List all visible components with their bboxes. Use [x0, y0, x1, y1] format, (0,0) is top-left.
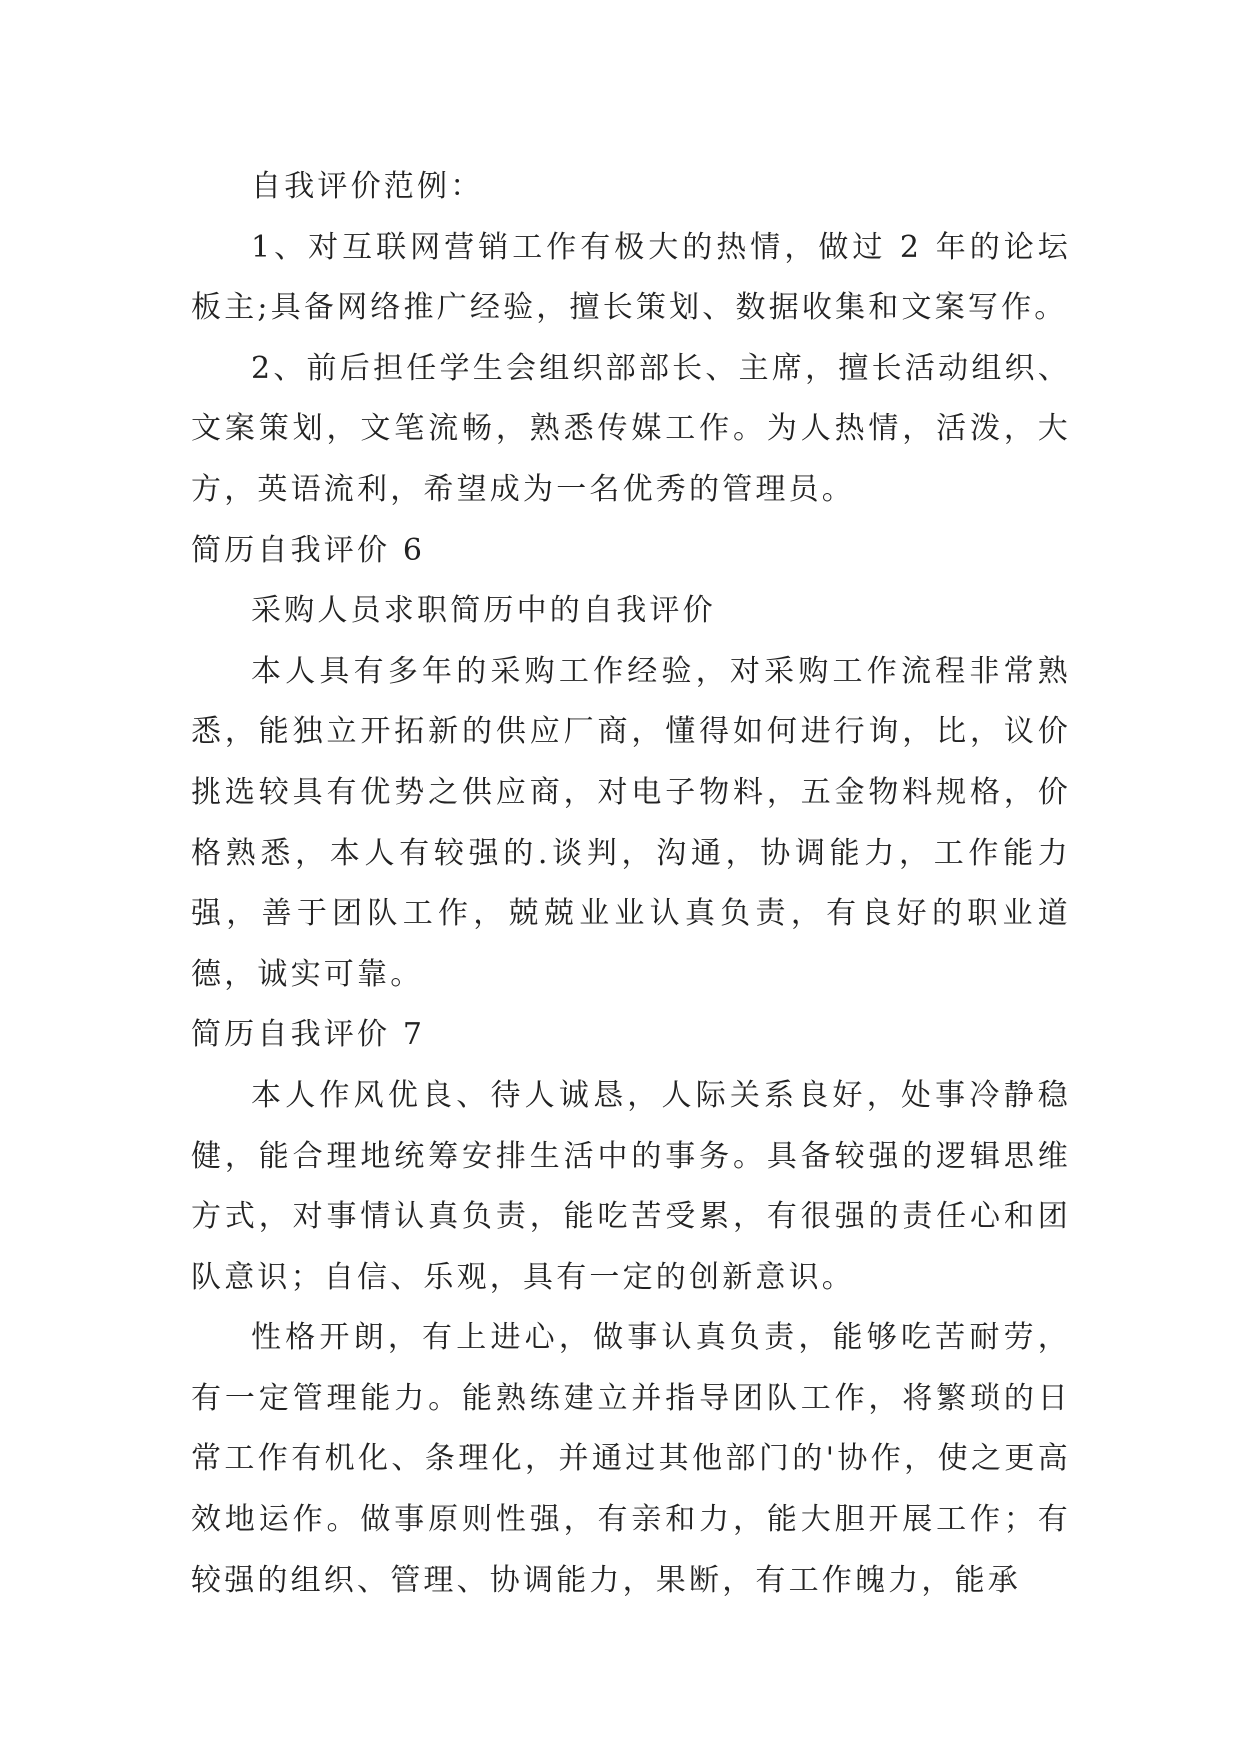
paragraph-purchasing-subtitle: 采购人员求职简历中的自我评价: [251, 593, 716, 629]
section-heading-7: 简历自我评价 7: [191, 1017, 426, 1053]
paragraph-purchasing-body: 本人具有多年的采购工作经验，对采购工作流程非常熟悉，能独立开拓新的供应厂商，懂得如何进行询，比，议价挑选较具有优势之供应商，对电子物料，五金物料规格，价格熟悉，本人有较强的.谈判，沟通，协调能力，工作能力强，善于团队工作，兢兢业业认真负责，有良好的职业道德，诚实可靠。: [191, 653, 1071, 992]
paragraph-section-7-body-1: 本人作风优良、待人诚恳，人际关系良好，处事冷静稳健，能合理地统筹安排生活中的事务。具备较强的逻辑思维方式，对事情认真负责，能吃苦受累，有很强的责任心和团队意识；自信、乐观，具有一定的创新意识。: [191, 1077, 1071, 1295]
paragraph-section-7-body-2: 性格开朗，有上进心，做事认真负责，能够吃苦耐劳，有一定管理能力。能熟练建立并指导团队工作，将繁琐的日常工作有机化、条理化，并通过其他部门的'协作，使之更高效地运作。做事原则性强，有亲和力，能大胆开展工作；有较强的组织、管理、协调能力，果断，有工作魄力，能承: [191, 1320, 1071, 1598]
paragraph-example-2: 2、前后担任学生会组织部部长、主席，擅长活动组织、文案策划，文笔流畅，熟悉传媒工作。为人热情，活泼，大方，英语流利，希望成为一名优秀的管理员。: [191, 350, 1071, 507]
paragraph-example-1: 1、对互联网营销工作有极大的热情，做过 2 年的论坛板主;具备网络推广经验，擅长策划、数据收集和文案写作。: [191, 229, 1071, 326]
paragraph-self-evaluation-examples-title: 自我评价范例：: [251, 169, 484, 204]
section-heading-6: 简历自我评价 6: [191, 532, 426, 568]
document-body: [191, 157, 1071, 1611]
